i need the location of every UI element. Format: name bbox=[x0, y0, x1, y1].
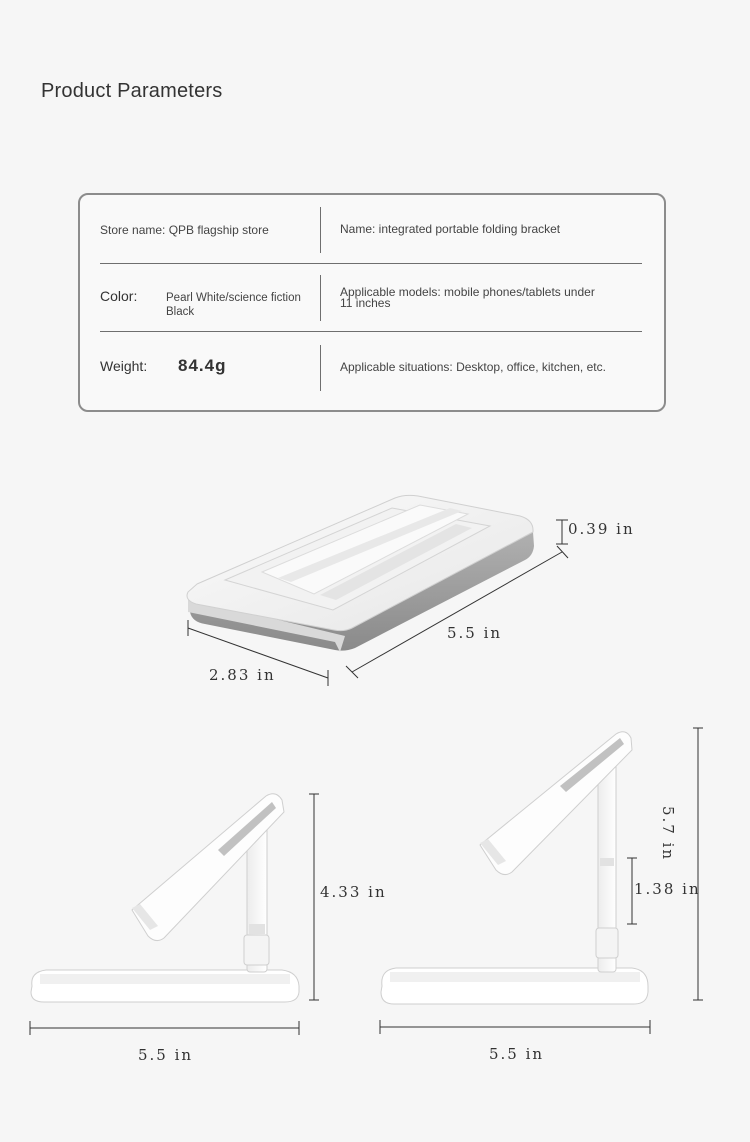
color-value-line2: Black bbox=[166, 306, 195, 318]
left-height-label: 4.33 in bbox=[320, 883, 387, 901]
models-line1: Applicable models: mobile phones/tablets under bbox=[340, 285, 595, 299]
color-value-line1: Pearl White/science fiction bbox=[166, 292, 301, 304]
page-title: Product Parameters bbox=[41, 80, 223, 102]
right-base-label: 5.5 in bbox=[489, 1045, 545, 1063]
folded-thickness-label: 0.39 in bbox=[568, 520, 635, 538]
product-name: Name: integrated portable folding bracket bbox=[340, 222, 561, 236]
left-base-label: 5.5 in bbox=[138, 1046, 194, 1064]
store-name: Store name: QPB flagship store bbox=[100, 223, 269, 237]
weight-label: Weight: bbox=[100, 358, 148, 374]
applicable-situations: Applicable situations: Desktop, office, kitchen, etc. bbox=[340, 360, 606, 374]
right-stand bbox=[381, 732, 648, 1004]
folded-length-label: 5.5 in bbox=[447, 624, 503, 642]
right-total-height-label: 5.7 in bbox=[659, 806, 677, 862]
models-line2: 11 inches bbox=[340, 296, 391, 310]
left-stand bbox=[31, 794, 299, 1002]
weight-value: 84.4g bbox=[178, 356, 227, 375]
right-extension-label: 1.38 in bbox=[634, 880, 701, 898]
folded-width-label: 2.83 in bbox=[209, 666, 276, 684]
color-label: Color: bbox=[100, 288, 138, 304]
